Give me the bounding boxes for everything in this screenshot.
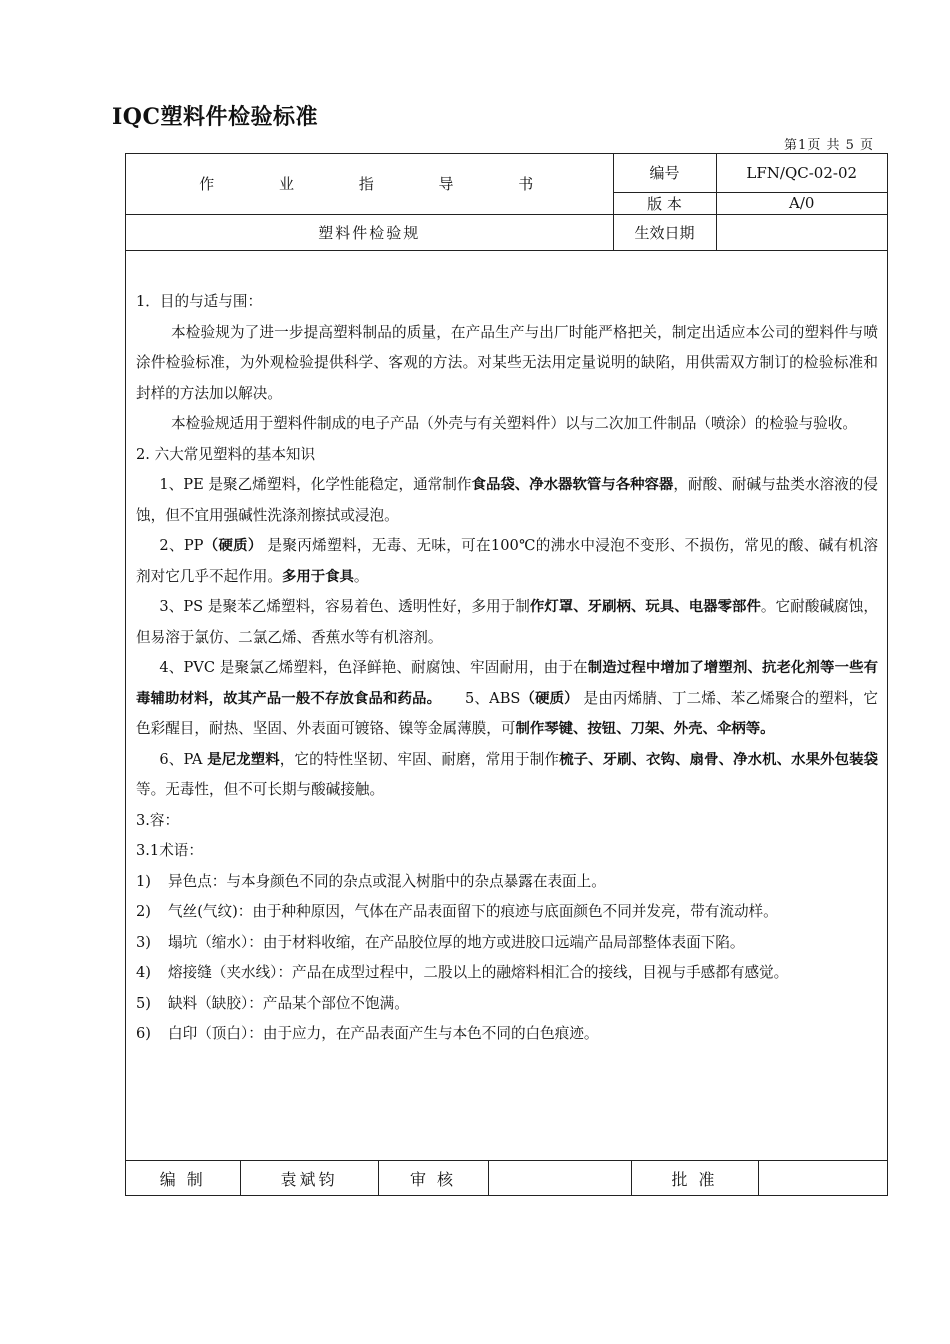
instruction-sheet xyxy=(125,153,888,1196)
document-body xyxy=(136,287,878,1050)
term-item: 6) 白印（顶白）：由于应力，在产品表面产生与本色不同的白色痕迹。 xyxy=(136,1025,599,1042)
plastic-pp: 2、PP（硬质） 是聚丙烯塑料，无毒、无味，可在100℃的沸水中浸泡不变形、不损伤，常见的酸、碱有机溶剂对它几乎不起作用。多用于食具。 xyxy=(136,537,878,585)
section-1-paragraph-2: 本检验规适用于塑料件制成的电子产品（外壳与有关塑料件）以与二次加工件制品（喷涂）的检验与验收。 xyxy=(171,415,857,432)
approved-by-value xyxy=(758,1161,887,1196)
code-label: 编号 xyxy=(613,154,716,192)
reviewed-by-label: 审 核 xyxy=(378,1161,488,1196)
plastic-ps: 3、PS 是聚苯乙烯塑料，容易着色、透明性好，多用于制作灯罩、牙刷柄、玩具、电器零部件。它耐酸碱腐蚀，但易溶于氯仿、二氯乙烯、香蕉水等有机溶剂。 xyxy=(136,598,878,646)
section-3-1-title: 3.1术语： xyxy=(136,842,203,859)
doc-name-cell: 塑料件检验规 xyxy=(126,214,613,250)
page-number: 第1页 共 5 页 xyxy=(784,138,874,153)
prepared-by-value: 袁斌钧 xyxy=(240,1161,378,1196)
approved-by-label: 批 准 xyxy=(631,1161,758,1196)
document-title: IQC塑料件检验标准 xyxy=(112,104,318,130)
doc-type-cell: 作 业 指 导 书 xyxy=(126,154,613,214)
prepared-by-label: 编 制 xyxy=(126,1161,240,1196)
effective-date-value xyxy=(716,214,887,250)
section-2-title: 2. 六大常见塑料的基本知识 xyxy=(136,445,316,463)
header-table xyxy=(126,154,887,251)
section-1-paragraph-1: 本检验规为了进一步提高塑料制品的质量，在产品生产与出厂时能严格把关，制定出适应本公司的塑料件与喷涂件检验标准，为外观检验提供科学、客观的方法。对某些无法用定量说明的缺陷，用供需双方制订的检验标准和封样的方法加以解决。 xyxy=(136,323,878,402)
term-item: 3) 塌坑（缩水）：由于材料收缩，在产品胶位厚的地方或进胶口远端产品局部整体表面下陷。 xyxy=(136,933,745,951)
section-3-title: 3.容： xyxy=(136,811,180,829)
signature-table xyxy=(126,1160,887,1195)
plastic-pa: 6、PA 是尼龙塑料，它的特性坚韧、牢固、耐磨，常用于制作梳子、牙刷、衣钩、扇骨、净水机、水果外包装袋等。无毒性，但不可长期与酸碱接触。 xyxy=(136,750,878,798)
term-item: 5) 缺料（缺胶）：产品某个部位不饱满。 xyxy=(136,994,409,1012)
plastic-pe: 1、PE 是聚乙烯塑料，化学性能稳定，通常制作食品袋、净水器软管与各种容器，耐酸、耐碱与盐类水溶液的侵蚀，但不宜用强碱性洗涤剂擦拭或浸泡。 xyxy=(136,476,878,524)
term-item: 1) 异色点：与本身颜色不同的杂点或混入树脂中的杂点暴露在表面上。 xyxy=(136,872,606,890)
term-item: 4) 熔接缝（夹水线）：产品在成型过程中，二股以上的融熔料相汇合的接线，目视与手感都有感觉。 xyxy=(136,964,789,981)
reviewed-by-value xyxy=(488,1161,631,1196)
effective-date-label: 生效日期 xyxy=(613,214,716,250)
plastic-pvc-abs: 4、PVC 是聚氯乙烯塑料，色泽鲜艳、耐腐蚀、牢固耐用，由于在制造过程中增加了增塑剂、抗老化剂等一些有毒辅助材料，故其产品一般不存放食品和药品。 5、ABS（硬质） 是由丙烯腈、丁二烯、苯乙烯聚合的塑料，它色彩醒目，耐热、坚固、外表面可镀铬、镍等金属薄膜，可制作琴键、按钮、刀架、外壳、伞柄等。 xyxy=(136,659,878,737)
version-value: A/0 xyxy=(716,192,887,214)
code-value: LFN/QC-02-02 xyxy=(716,154,887,192)
section-1-title: 1．目的与适与围： xyxy=(136,293,263,310)
term-item: 2) 气丝(气纹)：由于种种原因，气体在产品表面留下的痕迹与底面颜色不同并发亮，带有流动样。 xyxy=(136,903,778,920)
version-label: 版 本 xyxy=(613,192,716,214)
